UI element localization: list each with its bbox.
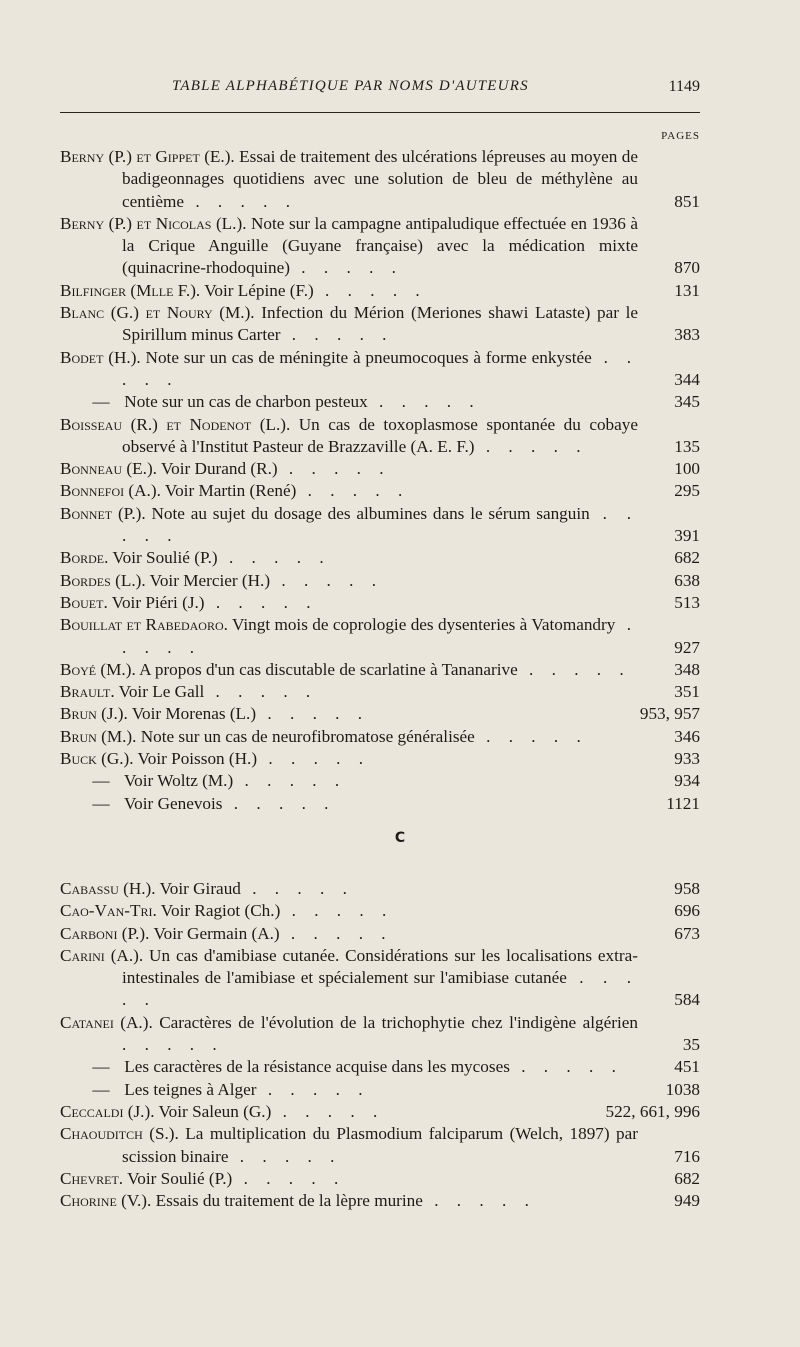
page-number: 1149 bbox=[668, 78, 700, 95]
entry-title: Un cas d'amibiase cutanée. Considérations sur les localisations extra-intestinales de l'amibiase et spécialement sur l'amibiase cutanée bbox=[122, 945, 638, 988]
index-entry bbox=[60, 923, 700, 945]
entry-author: Brault. bbox=[60, 682, 115, 702]
index-entry bbox=[60, 503, 700, 548]
entry-author: Chevret. bbox=[60, 1168, 124, 1188]
index-entry bbox=[60, 480, 700, 502]
entry-author: Chorine (V.). bbox=[60, 1191, 152, 1211]
entry-pages: 584 bbox=[674, 990, 700, 1010]
entry-title: Voir Saleun (G.) bbox=[154, 1101, 272, 1121]
entry-author: Bonnefoi (A.). bbox=[60, 481, 161, 501]
entry-pages: 131 bbox=[674, 280, 700, 300]
entry-author: Borde. bbox=[60, 548, 109, 568]
entry-pages: 383 bbox=[674, 325, 700, 345]
dot-leader: . . . . . bbox=[222, 793, 336, 813]
entry-author: Cao-Van-Tri. bbox=[60, 901, 157, 921]
entry-title: Note sur la campagne antipaludique effectuée en 1936 à la Crique Anguille (Guyane française) avec la médication mixte (quinacrine-rhodoquine) bbox=[122, 213, 638, 278]
running-head bbox=[60, 78, 700, 106]
entry-title: Voir Durand (R.) bbox=[156, 459, 278, 479]
entry-pages: 344 bbox=[674, 369, 700, 389]
dot-leader: . . . . . bbox=[367, 392, 481, 412]
entry-title: Voir Germain (A.) bbox=[149, 923, 280, 943]
index-entry bbox=[60, 391, 700, 413]
entry-pages: 1121 bbox=[666, 793, 700, 813]
entry-author: Carboni (P.). bbox=[60, 923, 150, 943]
index-entry bbox=[60, 458, 700, 480]
entry-title: Un cas de toxoplasmose spontanée du cobaye observé à l'Institut Pasteur de Brazzaville (A. E. F.) bbox=[122, 414, 639, 456]
dot-leader: . . . . . bbox=[122, 503, 639, 546]
index-entry bbox=[60, 1012, 700, 1057]
entry-pages: 953, 957 bbox=[639, 704, 700, 724]
index-entry bbox=[60, 681, 700, 703]
index-entry bbox=[60, 1168, 700, 1190]
index-entry bbox=[60, 414, 700, 459]
dot-leader: . . . . . bbox=[277, 459, 391, 479]
entry-author: Cabassu (H.). bbox=[60, 879, 156, 898]
entry-pages: 638 bbox=[674, 570, 700, 590]
ditto-dash: — bbox=[92, 793, 110, 813]
entry-title: Voir Poisson (H.) bbox=[133, 749, 258, 769]
entry-author: Boisseau (R.) et Nodenot (L.). bbox=[60, 414, 291, 434]
dot-leader: . . . . . bbox=[517, 659, 631, 679]
dot-leader: . . . . . bbox=[271, 1101, 385, 1121]
entry-pages: 851 bbox=[674, 191, 700, 211]
entry-author: Bonnet (P.). bbox=[60, 503, 146, 523]
dot-leader: . . . . . bbox=[232, 1168, 346, 1188]
index-entry bbox=[60, 547, 700, 569]
entry-title: Voir Woltz (M.) bbox=[120, 771, 234, 791]
index-entry bbox=[60, 614, 700, 659]
index-entry bbox=[60, 1056, 700, 1078]
entry-author: Bonneau (E.). bbox=[60, 459, 157, 479]
entry-title: Les teignes à Alger bbox=[120, 1079, 257, 1099]
entry-author: Bodet (H.). bbox=[60, 347, 141, 367]
dot-leader: . . . . . bbox=[257, 749, 371, 769]
index-entry bbox=[60, 878, 700, 900]
entry-title: Essais du traitement de la lèpre murine bbox=[151, 1191, 423, 1211]
dot-leader: . . . . . bbox=[122, 1035, 224, 1055]
entry-author: Buck (G.). bbox=[60, 749, 134, 769]
entry-title: Voir Piéri (J.) bbox=[107, 592, 205, 612]
dot-leader: . . . . . bbox=[256, 704, 370, 724]
pages-column-label: PAGES bbox=[661, 130, 700, 142]
dot-leader: . . . . . bbox=[204, 682, 318, 702]
entry-author: Ceccaldi (J.). bbox=[60, 1101, 155, 1121]
entry-pages: 682 bbox=[674, 548, 700, 568]
index-entry bbox=[60, 703, 700, 725]
dot-leader: . . . . . bbox=[233, 771, 347, 791]
index-entry bbox=[60, 900, 700, 922]
entry-title: Voir Martin (René) bbox=[160, 481, 297, 501]
entry-pages: 346 bbox=[674, 726, 700, 746]
entry-title: Voir Mercier (H.) bbox=[145, 570, 271, 590]
entry-title: Essai de traitement des ulcérations lépreuses au moyen de badigeonnages quotidiens avec une solution de bleu de méthylène au centième bbox=[122, 147, 638, 211]
dot-leader: . . . . . bbox=[474, 726, 588, 746]
entry-title: La multiplication du Plasmodium falciparum (Welch, 1897) par scission binaire bbox=[122, 1124, 638, 1166]
dot-leader: . . . . . bbox=[184, 191, 297, 211]
entry-pages: 522, 661, 996 bbox=[605, 1101, 700, 1121]
entry-title: Les caractères de la résistance acquise dans les mycoses bbox=[120, 1057, 510, 1077]
entry-pages: 295 bbox=[674, 481, 700, 501]
entry-title: Note sur un cas de neurofibromatose généralisée bbox=[136, 726, 475, 746]
ditto-dash: — bbox=[92, 1057, 110, 1077]
entry-author: Boyé (M.). bbox=[60, 659, 136, 679]
ditto-dash: — bbox=[92, 1079, 110, 1099]
entry-pages: 451 bbox=[674, 1057, 700, 1077]
entry-pages: 927 bbox=[674, 637, 700, 657]
index-entry bbox=[60, 570, 700, 592]
entry-author: Berny (P.) et Gippet (E.). bbox=[60, 147, 235, 166]
dot-leader: . . . . . bbox=[474, 436, 588, 456]
index-entry bbox=[60, 1079, 700, 1101]
entry-author: Blanc (G.) et Noury (M.). bbox=[60, 303, 255, 323]
index-entry bbox=[60, 748, 700, 770]
entry-pages: 348 bbox=[674, 659, 700, 679]
entry-author: Bouet. bbox=[60, 592, 108, 612]
entry-pages: 716 bbox=[674, 1146, 700, 1166]
running-title: TABLE ALPHABÉTIQUE PAR NOMS D'AUTEURS bbox=[172, 78, 529, 94]
index-entry bbox=[60, 945, 700, 1012]
entry-title: Caractères de l'évolution de la trichophytie chez l'indigène algérien bbox=[152, 1012, 638, 1032]
dot-leader: . . . . . bbox=[313, 280, 427, 300]
entry-title: A propos d'un cas discutable de scarlatine à Tananarive bbox=[135, 659, 518, 679]
entry-pages: 696 bbox=[674, 901, 700, 921]
index-entry bbox=[60, 1101, 700, 1123]
index-entry bbox=[60, 213, 700, 280]
index-entry bbox=[60, 793, 700, 815]
entry-pages: 100 bbox=[674, 459, 700, 479]
entry-pages: 934 bbox=[674, 771, 700, 791]
entry-pages: 391 bbox=[674, 526, 700, 546]
index-entry bbox=[60, 1123, 700, 1168]
ditto-dash: — bbox=[92, 392, 110, 412]
index-entry bbox=[60, 146, 700, 213]
entry-title: Voir Le Gall bbox=[114, 682, 205, 702]
entry-author: Brun (M.). bbox=[60, 726, 137, 746]
index-entry bbox=[60, 1190, 700, 1212]
dot-leader: . . . . . bbox=[280, 325, 394, 345]
entry-title: Vingt mois de coprologie des dysenteries à Vatomandry bbox=[227, 615, 616, 635]
dot-leader: . . . . . bbox=[270, 570, 384, 590]
entry-pages: 949 bbox=[674, 1191, 700, 1211]
entry-title: Voir Ragiot (Ch.) bbox=[156, 901, 281, 921]
dot-leader: . . . . . bbox=[122, 615, 639, 657]
index-entry bbox=[60, 280, 700, 302]
entry-title: Note sur un cas de charbon pesteux bbox=[120, 392, 368, 412]
entry-title: Note au sujet du dosage des albumines dans le sérum sanguin bbox=[145, 503, 590, 523]
section-letter-c: C bbox=[394, 830, 406, 846]
entry-author: Bouillat et Rabedaoro. bbox=[60, 615, 228, 635]
entry-pages: 513 bbox=[674, 592, 700, 612]
dot-leader: . . . . . bbox=[204, 592, 318, 612]
entry-author: Bilfinger (Mlle F.). bbox=[60, 280, 201, 300]
entry-title: Voir Lépine (F.) bbox=[200, 280, 314, 300]
dot-leader: . . . . . bbox=[240, 879, 354, 898]
dot-leader: . . . . . bbox=[279, 923, 393, 943]
dot-leader: . . . . . bbox=[228, 1146, 342, 1166]
dot-leader: . . . . . bbox=[290, 258, 403, 278]
index-entry bbox=[60, 770, 700, 792]
entry-author: Brun (J.). bbox=[60, 704, 128, 724]
entry-author: Bordes (L.). bbox=[60, 570, 146, 590]
dot-leader: . . . . . bbox=[217, 548, 331, 568]
entry-pages: 351 bbox=[674, 682, 700, 702]
entry-author: Berny (P.) et Nicolas (L.). bbox=[60, 213, 247, 233]
dot-leader: . . . . . bbox=[122, 347, 638, 389]
entry-pages: 682 bbox=[674, 1168, 700, 1188]
index-section-c bbox=[60, 878, 700, 1212]
entry-title: Voir Morenas (L.) bbox=[127, 704, 257, 724]
entry-pages: 135 bbox=[674, 436, 700, 456]
entry-pages: 933 bbox=[674, 749, 700, 769]
dot-leader: . . . . . bbox=[280, 901, 394, 921]
entry-title: Voir Soulié (P.) bbox=[123, 1168, 233, 1188]
header-rule bbox=[60, 112, 700, 113]
dot-leader: . . . . . bbox=[122, 968, 639, 1010]
entry-author: Chaouditch (S.). bbox=[60, 1124, 179, 1144]
dot-leader: . . . . . bbox=[422, 1191, 536, 1211]
index-entry bbox=[60, 592, 700, 614]
ditto-dash: — bbox=[92, 771, 110, 791]
entry-author: Catanei (A.). bbox=[60, 1012, 153, 1032]
entry-title: Voir Soulié (P.) bbox=[108, 548, 218, 568]
dot-leader: . . . . . bbox=[296, 481, 410, 501]
entry-pages: 870 bbox=[674, 258, 700, 278]
entry-author: Carini (A.). bbox=[60, 945, 144, 965]
entry-pages: 673 bbox=[674, 923, 700, 943]
index-section-b bbox=[60, 146, 700, 815]
entry-title: Note sur un cas de méningite à pneumocoques à forme enkystée bbox=[140, 347, 592, 367]
entry-pages: 958 bbox=[674, 879, 700, 898]
index-entry bbox=[60, 659, 700, 681]
dot-leader: . . . . . bbox=[256, 1079, 370, 1099]
entry-pages: 35 bbox=[682, 1035, 700, 1055]
dot-leader: . . . . . bbox=[509, 1057, 623, 1077]
entry-pages: 345 bbox=[674, 392, 700, 412]
entry-title: Voir Giraud bbox=[155, 879, 241, 898]
index-entry bbox=[60, 302, 700, 347]
entry-pages: 1038 bbox=[665, 1079, 700, 1099]
index-entry bbox=[60, 347, 700, 392]
entry-title: Voir Genevois bbox=[120, 793, 223, 813]
entry-title: Infection du Mérion (Meriones shawi Lataste) par le Spirillum minus Carter bbox=[122, 303, 638, 345]
index-entry bbox=[60, 726, 700, 748]
